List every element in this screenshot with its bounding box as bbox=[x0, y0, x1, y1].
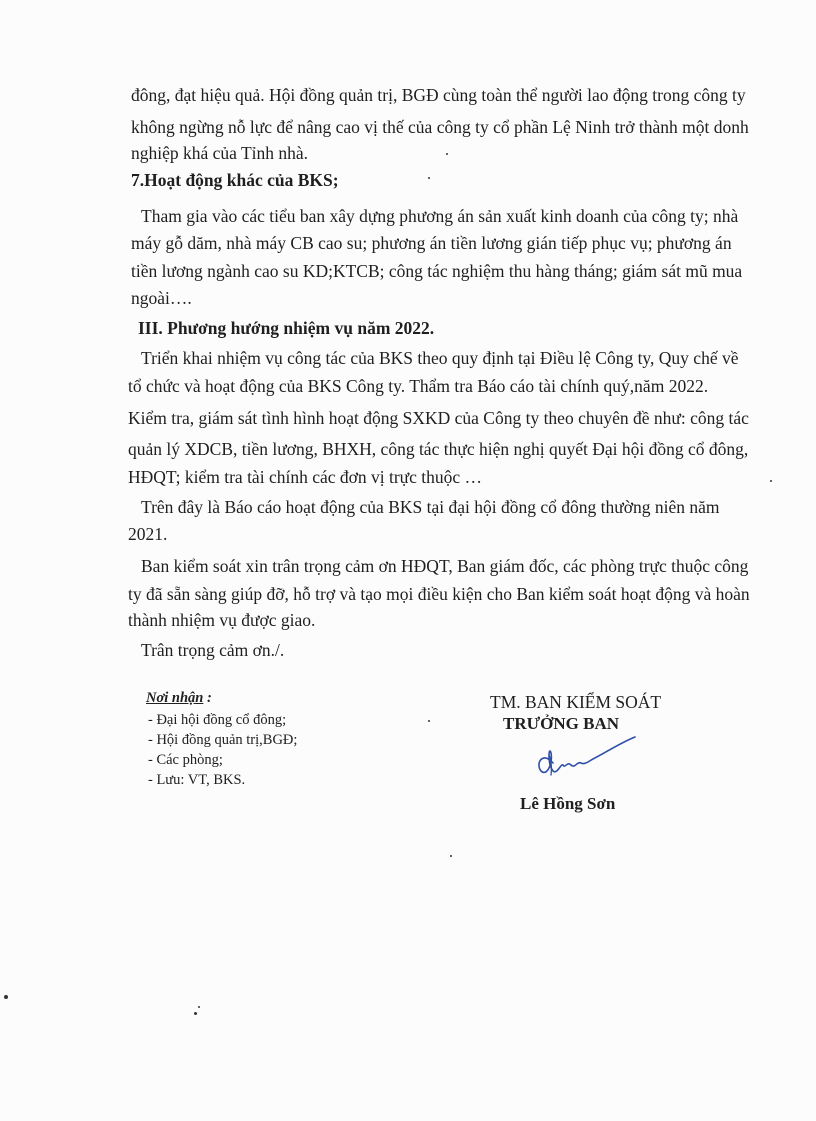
signer-name: Lê Hồng Sơn bbox=[520, 794, 616, 813]
paragraph-line: ngoài…. bbox=[131, 288, 192, 308]
paragraph-line: Ban kiểm soát xin trân trọng cảm ơn HĐQT, Ban giám đốc, các phòng trực thuộc công bbox=[141, 556, 749, 576]
scan-speck bbox=[4, 995, 8, 999]
scan-speck bbox=[428, 720, 430, 722]
recipients-title-row bbox=[146, 689, 212, 707]
scan-speck bbox=[428, 177, 430, 179]
paragraph-line: thành nhiệm vụ được giao. bbox=[128, 610, 316, 630]
scan-speck bbox=[194, 1012, 197, 1015]
paragraph-line: ty đã sẵn sàng giúp đỡ, hỗ trợ và tạo mọi điều kiện cho Ban kiểm soát hoạt động và hoàn bbox=[128, 584, 750, 604]
signature-role: TRƯỞNG BAN bbox=[503, 714, 620, 733]
recipient-item: - Lưu: VT, BKS. bbox=[148, 772, 246, 788]
paragraph-line: tổ chức và hoạt động của BKS Công ty. Thẩm tra Báo cáo tài chính quý,năm 2022. bbox=[128, 376, 709, 396]
paragraph-line: Trên đây là Báo cáo hoạt động của BKS tại đại hội đồng cổ đông thường niên năm bbox=[141, 497, 720, 517]
paragraph-line: Tham gia vào các tiểu ban xây dựng phương án sản xuất kinh doanh của công ty; nhà bbox=[141, 206, 739, 226]
paragraph-line: đông, đạt hiệu quả. Hội đồng quản trị, BGĐ cùng toàn thể người lao động trong công ty bbox=[131, 85, 746, 105]
paragraph-line: tiền lương ngành cao su KD;KTCB; công tác nghiệm thu hàng tháng; giám sát mũ mua bbox=[131, 261, 743, 281]
scan-speck bbox=[450, 855, 452, 857]
paragraph-line: 2021. bbox=[128, 524, 168, 544]
paragraph-line: không ngừng nỗ lực để nâng cao vị thế của công ty cổ phần Lệ Ninh trở thành một donh bbox=[131, 117, 749, 137]
paragraph-line: Triển khai nhiệm vụ công tác của BKS theo quy định tại Điều lệ Công ty, Quy chế về bbox=[141, 348, 739, 368]
paragraph-line: máy gỗ dăm, nhà máy CB cao su; phương án tiền lương gián tiếp phục vụ; phương án bbox=[131, 233, 732, 253]
recipient-item: - Các phòng; bbox=[148, 752, 223, 768]
section-3-heading: III. Phương hướng nhiệm vụ năm 2022. bbox=[138, 318, 435, 338]
paragraph-line: nghiệp khá của Tỉnh nhà. bbox=[131, 143, 309, 163]
recipient-item: - Đại hội đồng cổ đông; bbox=[148, 712, 287, 728]
handwritten-signature bbox=[525, 733, 645, 783]
scan-speck bbox=[446, 153, 448, 155]
paragraph-line: Kiểm tra, giám sát tình hình hoạt động SXKD của Công ty theo chuyên đề như: công tác bbox=[128, 408, 749, 428]
section-7-heading: 7.Hoạt động khác của BKS; bbox=[131, 170, 339, 190]
scan-speck bbox=[770, 480, 772, 482]
closing-line: Trân trọng cảm ơn./. bbox=[141, 640, 285, 660]
recipients-title: Nơi nhận bbox=[146, 690, 204, 706]
signature-org: TM. BAN KIỂM SOÁT bbox=[490, 692, 662, 712]
recipients-title-colon: : bbox=[203, 690, 212, 706]
paragraph-line: quản lý XDCB, tiền lương, BHXH, công tác thực hiện nghị quyết Đại hội đồng cổ đông, bbox=[128, 439, 749, 459]
paragraph-line: HĐQT; kiểm tra tài chính các đơn vị trực thuộc … bbox=[128, 467, 483, 487]
scan-speck bbox=[198, 1006, 200, 1008]
recipient-item: - Hội đồng quản trị,BGĐ; bbox=[148, 732, 298, 748]
